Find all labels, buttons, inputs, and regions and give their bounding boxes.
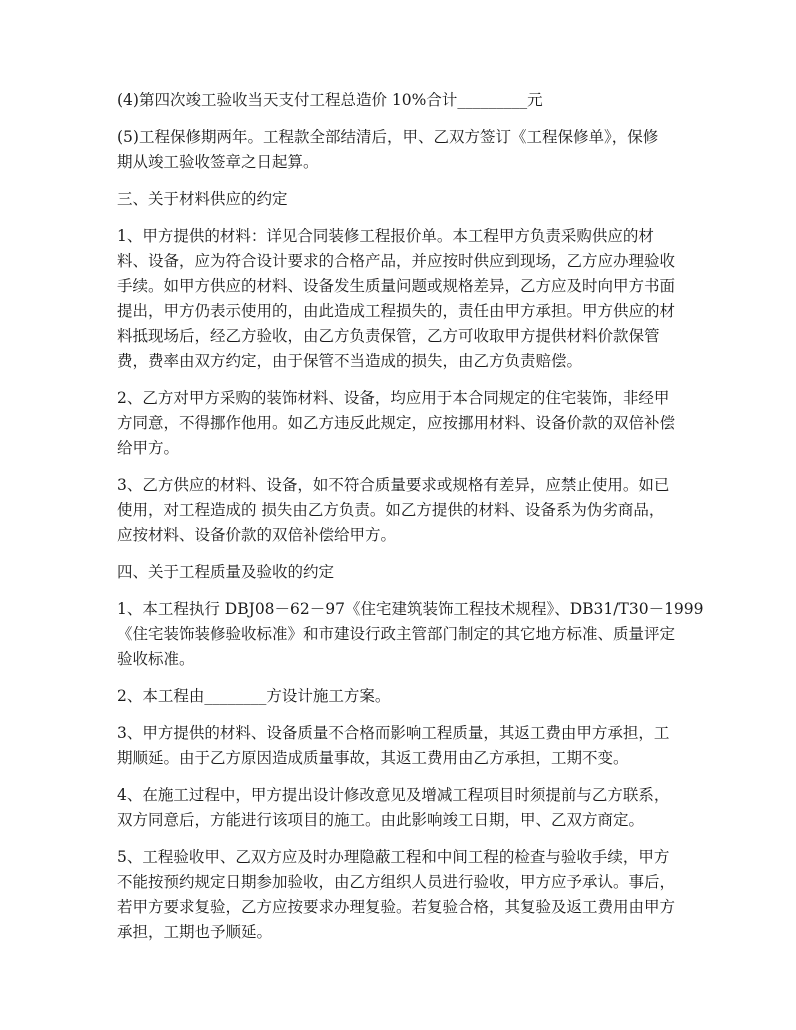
paragraph xyxy=(117,845,687,945)
paragraph xyxy=(117,88,687,113)
text-line: 手续。如甲方供应的材料、设备发生质量问题或规格差异，乙方应及时向甲方书面 xyxy=(117,277,676,295)
text-line: 费，费率由双方约定，由于保管不当造成的损失，由乙方负责赔偿。 xyxy=(117,352,583,370)
text-line: 1、甲方提供的材料：详见合同装修工程报价单。本工程甲方负责采购供应的材 xyxy=(117,227,654,245)
text-line: 3、乙方供应的材料、设备，如不符合质量要求或规格有差异，应禁止使用。如已 xyxy=(117,476,670,494)
paragraph xyxy=(117,224,687,374)
paragraph xyxy=(117,187,687,212)
paragraph xyxy=(117,597,704,672)
paragraph xyxy=(117,560,687,585)
text-line: 四、关于工程质量及验收的约定 xyxy=(117,563,335,581)
text-line: 方同意，不得挪作他用。如乙方违反此规定，应按挪用材料、设备价款的双倍补偿 xyxy=(117,414,676,432)
text-line: 4、在施工过程中，甲方提出设计修改意见及增减工程项目时须提前与乙方联系， xyxy=(117,786,670,804)
paragraph xyxy=(117,721,687,771)
text-line: 提出，甲方仍表示使用的，由此造成工程损失的，责任由甲方承担。甲方供应的材 xyxy=(117,302,676,320)
text-line: 不能按预约规定日期参加验收，由乙方组织人员进行验收，甲方应予承认。事后， xyxy=(117,873,676,891)
text-line: 双方同意后，方能进行该项目的施工。由此影响竣工日期，甲、乙双方商定。 xyxy=(117,811,645,829)
text-line: 给甲方。 xyxy=(117,439,180,457)
text-line: 使用，对工程造成的 损失由乙方负责。如乙方提供的材料、设备系为伪劣商品， xyxy=(117,501,665,519)
paragraph xyxy=(117,473,687,548)
text-line: 应按材料、设备价款的双倍补偿给甲方。 xyxy=(117,526,397,544)
text-line: 三、关于材料供应的约定 xyxy=(117,190,288,208)
text-line: 期顺延。由于乙方原因造成质量事故，其返工费用由乙方承担，工期不变。 xyxy=(117,749,629,767)
text-line: 1、本工程执行 DBJ08－62－97《住宅建筑装饰工程技术规程》、DB31/T30－1999 xyxy=(117,600,704,618)
text-line: 验收标准。 xyxy=(117,650,195,668)
paragraph xyxy=(117,783,687,833)
document-body xyxy=(117,88,704,957)
text-line: 5、工程验收甲、乙双方应及时办理隐蔽工程和中间工程的检查与验收手续，甲方 xyxy=(117,848,670,866)
text-line: 料、设备，应为符合设计要求的合格产品，并应按时供应到现场，乙方应办理验收 xyxy=(117,252,676,270)
text-line: 《住宅装饰装修验收标准》和市建设行政主管部门制定的其它地方标准、质量评定 xyxy=(117,625,676,643)
text-line: 2、本工程由________方设计施工方案。 xyxy=(117,687,391,705)
text-line: 料抵现场后，经乙方验收，由乙方负责保管，乙方可收取甲方提供材料价款保管 xyxy=(117,327,660,345)
text-line: 2、乙方对甲方采购的装饰材料、设备，均应用于本合同规定的住宅装饰，非经甲 xyxy=(117,389,670,407)
text-line: (4)第四次竣工验收当天支付工程总造价 10%合计_________元 xyxy=(117,91,543,109)
text-line: 承担，工期也予顺延。 xyxy=(117,923,273,941)
text-line: (5)工程保修期两年。工程款全部结清后，甲、乙双方签订《工程保修单》，保修 xyxy=(117,128,659,146)
text-line: 期从竣工验收签章之日起算。 xyxy=(117,153,319,171)
paragraph xyxy=(117,125,687,175)
text-line: 若甲方要求复验，乙方应按要求办理复验。若复验合格，其复验及返工费用由甲方 xyxy=(117,898,676,916)
paragraph xyxy=(117,386,687,461)
paragraph xyxy=(117,684,687,709)
text-line: 3、甲方提供的材料、设备质量不合格而影响工程质量，其返工费由甲方承担，工 xyxy=(117,724,670,742)
